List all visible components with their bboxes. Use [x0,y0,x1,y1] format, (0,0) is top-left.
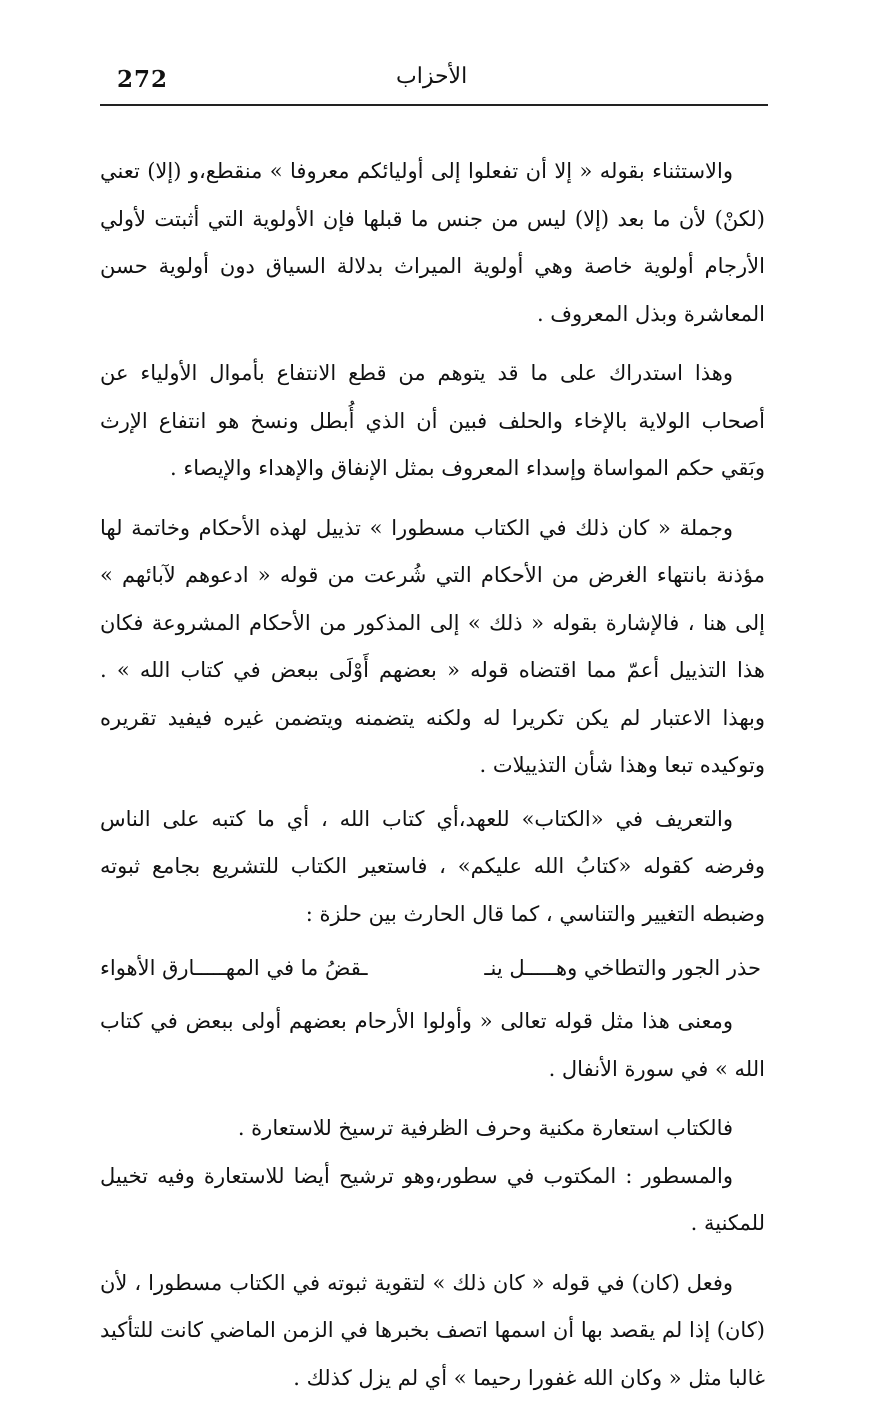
page-number: 272 [117,66,168,93]
verse-first-hemistich: حذر الجور والتطاخي وهـــــل ينـ [484,944,761,992]
paragraph-7: والمسطور : المكتوب في سطور،وهو ترشيح أيضا للاستعارة وفيه تخييل للمكنية . [100,1153,765,1248]
paragraph-8: وفعل (كان) في قوله « كان ذلك » لتقوية ثبوته في الكتاب مسطورا ، لأن (كان) إذا لم يقصد بها أن اسمها اتصف بخبرها في الزمن الماضي كانت للتأكيد غالبا مثل « وكان الله غفورا رحيما » أي لم يزل كذلك . [100,1260,765,1402]
paragraph-2: وهذا استدراك على ما قد يتوهم من قطع الانتفاع بأموال الأولياء عن أصحاب الولاية بالإخاء والحلف فبين أن الذي أُبطل ونسخ هو انتفاع الإرث وبَقي حكم المواساة وإسداء المعروف بمثل الإنفاق والإهداء والإيصاء . [100,350,765,493]
paragraph-1: والاستثناء بقوله « إلا أن تفعلوا إلى أوليائكم معروفا » منقطع،و (إلا) تعني (لكنْ) لأن ما بعد (إلا) ليس من جنس ما قبلها فإن الأولوية التي أثبتت لأولي الأرجام أولوية خاصة وهي أولوية الميراث بدلالة السياق دون أولوية حسن المعاشرة وبذل المعروف . [100,148,765,338]
poetry-verse [100,944,765,992]
paragraph-6: فالكتاب استعارة مكنية وحرف الظرفية ترسيخ للاستعارة . [100,1105,765,1153]
paragraph-4: والتعريف في «الكتاب» للعهد،أي كتاب الله ، أي ما كتبه على الناس وفرضه كقوله «كتابُ الله عليكم» ، فاستعير الكتاب للتشريع بجامع ثبوته وضبطه التغيير والتناسي ، كما قال الحارث بين حلزة : [100,796,765,939]
page-body [100,148,765,1402]
paragraph-5: ومعنى هذا مثل قوله تعالى « وأولوا الأرحام بعضهم أولى ببعض في كتاب الله » في سورة الأنفال . [100,998,765,1093]
paragraph-3: وجملة « كان ذلك في الكتاب مسطورا » تذييل لهذه الأحكام وخاتمة لها مؤذنة بانتهاء الغرض من الأحكام التي شُرعت من قوله « ادعوهم لآبائهم » إلى هنا ، فالإشارة بقوله « ذلك » إلى المذكور من الأحكام المشروعة فكان هذا التذييل أعمّ مما اقتضاه قوله « بعضهم أَوْلَى ببعض في كتاب الله » . وبهذا الاعتبار لم يكن تكريرا له ولكنه يتضمنه ويتضمن غيره فيفيد تقريره وتوكيده تبعا وهذا شأن التذييلات . [100,505,765,790]
running-title: الأحزاب [396,64,467,89]
verse-second-hemistich: ـقضُ ما في المهـــــارق الأهواء [100,944,367,992]
header-rule [100,104,768,106]
